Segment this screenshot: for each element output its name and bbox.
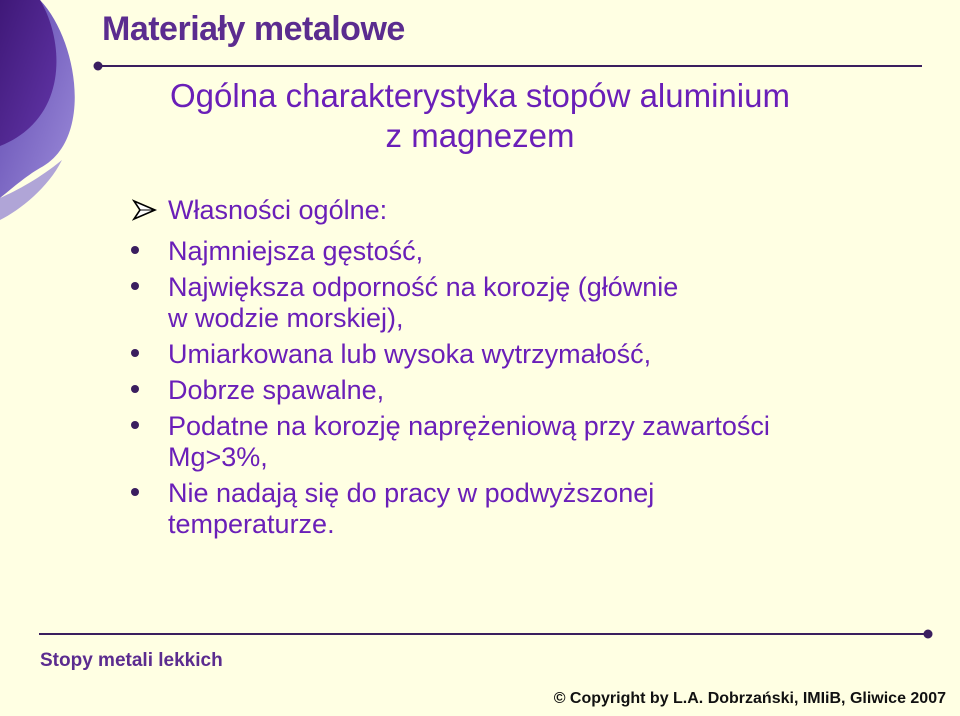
list-item-line: Dobrze spawalne,	[168, 375, 385, 405]
bullet-dot-icon	[131, 282, 139, 290]
bullet-dot-icon	[131, 385, 139, 393]
footer-course-title: Stopy metali lekkich	[40, 650, 223, 671]
bullet-dot-icon	[131, 349, 139, 357]
content-list	[128, 195, 918, 545]
list-item	[128, 272, 918, 334]
title-divider	[92, 60, 924, 72]
footer-copyright: © Copyright by L.A. Dobrzański, IMIiB, Gliwice 2007	[553, 690, 946, 707]
list-item-line: Mg>3%,	[168, 442, 268, 472]
bullet-dot-icon	[131, 421, 139, 429]
list-item-line: Największa odporność na korozję (głównie	[168, 272, 679, 302]
list-item	[128, 411, 918, 473]
list-item-line: Nie nadają się do pracy w podwyższonej	[168, 478, 655, 508]
subtitle-line-1: Ogólna charakterystyka stopów aluminium	[170, 77, 790, 114]
corner-decoration	[0, 0, 100, 240]
section-heading	[128, 195, 918, 226]
list-item	[128, 339, 918, 370]
list-item	[128, 478, 918, 540]
slide-subtitle	[100, 76, 860, 156]
footer-divider	[37, 628, 935, 640]
subtitle-line-2: z magnezem	[385, 117, 575, 154]
list-item-line: Podatne na korozję naprężeniową przy zawartości	[168, 411, 770, 441]
list-item-line: w wodzie morskiej),	[168, 303, 404, 333]
list-item-line: temperaturze.	[168, 509, 335, 539]
arrow-bullet-icon	[132, 198, 158, 222]
list-item	[128, 375, 918, 406]
list-item-line: Najmniejsza gęstość,	[168, 236, 424, 266]
bullet-dot-icon	[131, 488, 139, 496]
slide-title: Materiały metalowe	[102, 10, 405, 48]
bullet-dot-icon	[131, 246, 139, 254]
list-item-line: Umiarkowana lub wysoka wytrzymałość,	[168, 339, 652, 369]
list-item	[128, 236, 918, 267]
section-heading-label: Własności ogólne:	[168, 195, 388, 225]
